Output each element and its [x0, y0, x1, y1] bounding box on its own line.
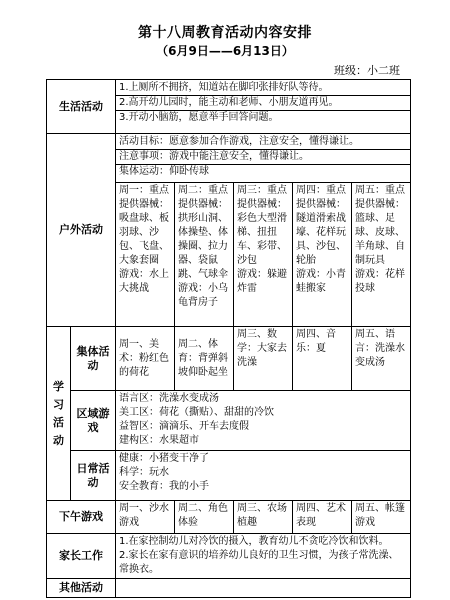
parents-label: 家长工作 — [47, 534, 116, 579]
schedule-table — [46, 79, 411, 598]
daily-item: 健康：小猪变干净了 — [119, 453, 209, 464]
outdoor-note: 注意事项：游戏中能注意安全，懂得谦让。 — [116, 150, 410, 165]
other-label: 其他活动 — [47, 579, 116, 598]
area-item: 美工区：荷花（撕贴）、甜甜的冷饮 — [119, 407, 274, 418]
parents-item: 2.家长在家有意识的培养幼儿良好的卫生习惯，为孩子常洗澡、常换衣。 — [119, 550, 399, 575]
class-label: 班级： — [334, 64, 367, 77]
outdoor-day-text: 周三：重点提供器械：彩色大型滑梯、扭扭车、彩带、沙包 游戏：躲避炸雷 — [237, 185, 287, 294]
class-value: 小二班 — [367, 64, 400, 77]
life-label: 生活活动 — [47, 80, 116, 134]
afternoon-day-thu: 周四、艺术表现 — [293, 501, 352, 534]
life-row — [47, 80, 411, 134]
outdoor-general — [116, 134, 411, 183]
area-item: 益智区：滴滴乐、开车去度假 — [119, 421, 249, 432]
afternoon-day-mon: 周一、沙水游戏 — [116, 501, 175, 534]
life-content — [116, 80, 411, 134]
group-day-tue: 周二、体育：背弹斜坡仰卧起坐 — [175, 327, 234, 391]
group-activity-row — [47, 327, 411, 391]
group-day-fri: 周五、语言：洗澡水变成汤 — [352, 327, 411, 391]
group-activity-label: 集体活动 — [71, 327, 116, 391]
life-item: 1.上厕所不拥挤，知道站在脚印张排好队等待。 — [116, 81, 410, 96]
outdoor-top-row — [47, 134, 411, 183]
daily-activity-label: 日常活动 — [71, 451, 116, 501]
life-item: 3.开动小脑筋，愿意举手回答问题。 — [119, 112, 279, 123]
group-day-thu: 周四、音乐：夏 — [293, 327, 352, 391]
study-label-text: 学习活动 — [53, 379, 64, 447]
parents-row — [47, 534, 411, 579]
outdoor-day-text: 周二：重点提供器械：拱形山洞、体操垫、体操圈、拉力器、袋鼠跳、气球伞 游戏：小乌龟背房子 — [178, 185, 228, 308]
life-item: 2.高开幼儿园时，能主动和老师、小朋友道再见。 — [116, 96, 410, 111]
afternoon-row — [47, 501, 411, 534]
afternoon-day-wed: 周三、农场植趣 — [234, 501, 293, 534]
afternoon-label: 下午游戏 — [47, 501, 116, 534]
page-title: 第十八周教育活动内容安排 — [138, 25, 312, 41]
daily-activity-content — [116, 451, 411, 501]
outdoor-day-text: 周一：重点提供器械：吸盘球、板羽球、沙包、飞盘、大象套圈 游戏：水上大挑战 — [119, 185, 169, 294]
daily-activity-row — [47, 451, 411, 501]
afternoon-day-tue: 周二、角色体验 — [175, 501, 234, 534]
date-range: （6月9日——6月13日） — [156, 44, 294, 58]
group-day-mon: 周一、美术：粉红色的荷花 — [116, 327, 175, 391]
outdoor-day-wed — [234, 183, 293, 327]
afternoon-day-fri: 周五、帐篷游戏 — [352, 501, 411, 534]
outdoor-day-text: 周五：重点提供器械：篮球、足球、皮球、羊角球、自制玩具 游戏：花样投球 — [355, 185, 405, 294]
other-row — [47, 579, 411, 598]
outdoor-day-thu — [293, 183, 352, 327]
daily-item: 科学：玩水 — [119, 467, 169, 478]
class-info — [334, 62, 400, 78]
daily-item: 安全教育：我的小手 — [119, 481, 209, 492]
group-day-wed: 周三、数学：大家去洗澡 — [234, 327, 293, 391]
outdoor-label: 户外活动 — [47, 134, 116, 327]
parents-content — [116, 534, 411, 579]
area-game-label: 区域游戏 — [71, 391, 116, 451]
parents-item: 1.在家控制幼儿对冷饮的摄入，教育幼儿不贪吃冷饮和饮料。 — [119, 536, 389, 547]
outdoor-goal: 活动目标：愿意参加合作游戏，注意安全，懂得谦让。 — [116, 135, 410, 150]
outdoor-day-tue — [175, 183, 234, 327]
outdoor-day-mon — [116, 183, 175, 327]
outdoor-group: 集体运动：仰卧传球 — [119, 166, 209, 177]
other-content — [116, 579, 411, 598]
area-game-row — [47, 391, 411, 451]
outdoor-day-fri — [352, 183, 411, 327]
area-item: 语言区：洗澡水变成汤 — [119, 393, 219, 404]
area-game-content — [116, 391, 411, 451]
outdoor-day-text: 周四：重点提供器械：隧道滑索战壕、花样玩具、沙包、轮胎 游戏：小青蛙搬家 — [296, 185, 346, 294]
study-label — [47, 327, 71, 501]
area-item: 建构区：水果超市 — [119, 435, 199, 446]
